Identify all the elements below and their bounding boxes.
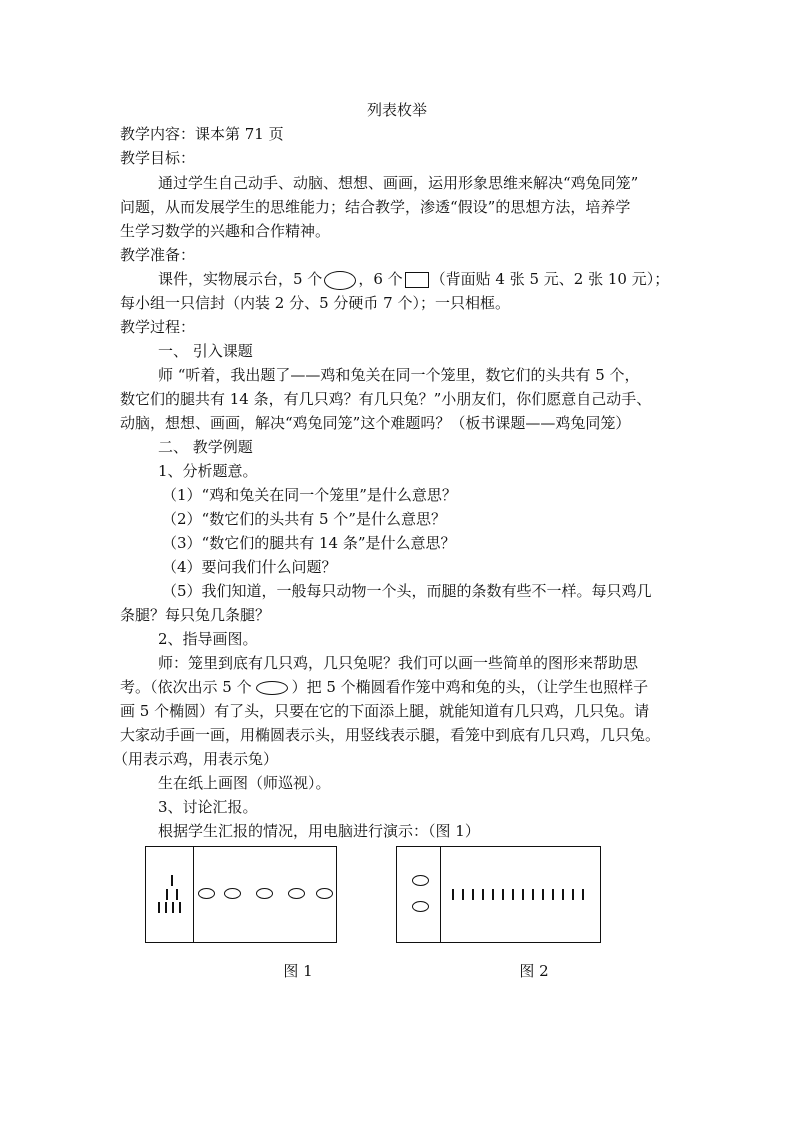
prep-line-1 <box>158 269 669 290</box>
process-heading: 教学过程： <box>120 318 196 336</box>
head-ellipse <box>256 888 273 899</box>
head-ellipse <box>412 875 429 886</box>
leg-mark <box>172 902 174 913</box>
leg-mark <box>176 889 178 900</box>
leg-mark <box>562 889 564 900</box>
question-2: （2）“数它们的头共有 5 个”是什么意思？ <box>162 510 446 528</box>
head-ellipse <box>412 901 429 912</box>
teacher-line-1: 师 “听着，我出题了——鸡和兔关在同一个笼里，数它们的头共有 5 个， <box>158 366 640 384</box>
draw-line-2-b: ）把 5 个椭圆看作笼中鸡和兔的头，（让学生也照样子 <box>291 678 649 696</box>
question-3: （3）“数它们的腿共有 14 条”是什么意思？ <box>162 534 456 552</box>
draw-line-3: 画 5 个椭圆）有了头，只要在它的下面添上腿，就能知道有几只鸡，几只兔。请 <box>120 702 650 720</box>
step-2: 2、指导画图。 <box>158 630 258 648</box>
leg-mark <box>492 889 494 900</box>
head-ellipse <box>198 888 215 899</box>
draw-line-2 <box>120 677 648 697</box>
student-line: 生在纸上画图（师巡视）。 <box>158 774 331 792</box>
head-ellipse <box>316 888 333 899</box>
leg-mark <box>502 889 504 900</box>
leg-mark <box>452 889 454 900</box>
goal-heading: 教学目标： <box>120 149 196 167</box>
section-2-heading: 二、 教学例题 <box>158 438 253 456</box>
section-1-heading: 一、 引入课题 <box>158 342 253 360</box>
content-line: 教学内容：课本第 71 页 <box>120 125 284 143</box>
figure-2-box <box>396 846 601 943</box>
step-3: 3、讨论汇报。 <box>158 798 258 816</box>
leg-mark <box>582 889 584 900</box>
teacher-line-3: 动脑，想想、画画，解决“鸡兔同笼”这个难题吗？（板书课题——鸡兔同笼） <box>120 414 631 432</box>
goal-line-1: 通过学生自己动手、动脑、想想、画画，运用形象思维来解决“鸡兔同笼” <box>158 174 639 192</box>
leg-mark <box>572 889 574 900</box>
draw-line-1: 师：笼里到底有几只鸡，几只兔呢？我们可以画一些简单的图形来帮助思 <box>158 654 639 672</box>
rectangle-shape-icon <box>405 272 429 288</box>
question-4: （4）要问我们什么问题？ <box>162 558 337 576</box>
question-5-continued: 条腿？每只兔几条腿？ <box>120 606 271 624</box>
leg-mark <box>482 889 484 900</box>
leg-mark <box>165 902 167 913</box>
head-ellipse <box>224 888 241 899</box>
prep-text-2: ，6 个 <box>358 270 403 288</box>
goal-line-2: 问题，从而发展学生的思维能力；结合教学，渗透“假设”的思想方法，培养学 <box>120 198 631 216</box>
teacher-line-2: 数它们的腿共有 14 条，有几只鸡？有几只兔？”小朋友们，你们愿意自己动手、 <box>120 390 652 408</box>
figure-2-caption: 图 2 <box>519 962 549 980</box>
leg-mark <box>542 889 544 900</box>
figure-1-box <box>145 846 337 943</box>
draw-line-5: （用表示鸡，用表示兔） <box>113 750 279 768</box>
leg-mark <box>472 889 474 900</box>
prep-text-3: （背面贴 4 张 5 元、2 张 10 元）； <box>430 270 670 288</box>
prep-text-1: 课件，实物展示台，5 个 <box>158 270 323 288</box>
leg-mark <box>512 889 514 900</box>
goal-line-3: 生学习数学的兴趣和合作精神。 <box>120 222 331 240</box>
figure-2-divider <box>440 847 441 942</box>
figure-1-caption: 图 1 <box>283 962 313 980</box>
ellipse-shape-icon <box>256 681 288 695</box>
leg-mark <box>166 889 168 900</box>
head-ellipse <box>288 888 305 899</box>
leg-mark <box>171 875 173 886</box>
draw-line-2-a: 考。（依次出示 5 个 <box>120 678 252 696</box>
document-title: 列表枚举 <box>366 101 427 119</box>
prep-line-2: 每小组一只信封（内装 2 分、5 分硬币 7 个）；一只相框。 <box>120 294 510 312</box>
figure-1-divider <box>193 847 194 942</box>
demo-line: 根据学生汇报的情况，用电脑进行演示：（图 1） <box>158 822 480 840</box>
oval-shape-icon <box>324 271 356 290</box>
leg-mark <box>462 889 464 900</box>
leg-mark <box>179 902 181 913</box>
prep-heading: 教学准备： <box>120 246 196 264</box>
question-5: （5）我们知道，一般每只动物一个头，而腿的条数有些不一样。每只鸡几 <box>162 582 652 600</box>
leg-mark <box>158 902 160 913</box>
leg-mark <box>532 889 534 900</box>
question-1: （1）“鸡和兔关在同一个笼里”是什么意思？ <box>162 486 457 504</box>
leg-mark <box>552 889 554 900</box>
leg-mark <box>522 889 524 900</box>
draw-line-4: 大家动手画一画，用椭圆表示头，用竖线表示腿，看笼中到底有几只鸡，几只兔。 <box>120 726 661 744</box>
step-1: 1、分析题意。 <box>158 462 258 480</box>
